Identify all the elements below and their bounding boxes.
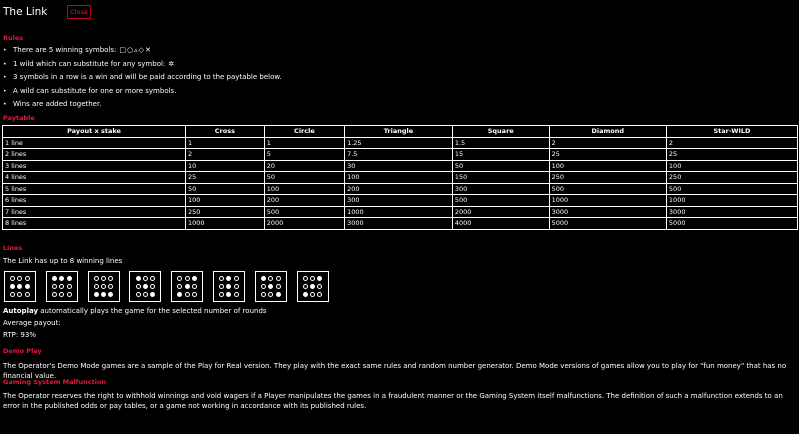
table-cell: 1000 [549, 195, 666, 207]
dot-icon [101, 284, 106, 289]
dot-icon [25, 276, 30, 281]
dot-icon [303, 276, 308, 281]
table-cell: 1.5 [452, 137, 549, 149]
table-cell: 15 [452, 149, 549, 161]
paytable-heading: Paytable [3, 114, 35, 122]
paytable-column-header: Cross [186, 126, 265, 138]
table-cell: 500 [666, 183, 797, 195]
table-cell: 200 [264, 195, 344, 207]
table-row [3, 183, 798, 195]
demo-heading: Demo Play [3, 347, 42, 355]
active-dot-icon [310, 284, 315, 289]
table-row [3, 218, 798, 230]
table-cell: 5 lines [3, 183, 186, 195]
paytable-column-header: Star-WILD [666, 126, 797, 138]
table-cell: 1 line [3, 137, 186, 149]
table-cell: 3000 [345, 218, 453, 230]
table-cell: 25 [666, 149, 797, 161]
line-pattern-icon [255, 271, 287, 302]
rules-list [3, 44, 282, 112]
dot-icon [234, 292, 239, 297]
lines-heading: Lines [3, 244, 23, 252]
paytable-column-header: Diamond [549, 126, 666, 138]
dot-icon [268, 276, 273, 281]
dot-icon [234, 284, 239, 289]
table-cell: 500 [264, 206, 344, 218]
active-dot-icon [94, 292, 99, 297]
active-dot-icon [67, 276, 72, 281]
dot-icon [177, 276, 182, 281]
dot-icon [317, 292, 322, 297]
table-cell: 50 [264, 172, 344, 184]
dot-icon [219, 284, 224, 289]
active-dot-icon [136, 276, 141, 281]
active-dot-icon [59, 276, 64, 281]
line-pattern-icon [4, 271, 36, 302]
dot-icon [268, 292, 273, 297]
dot-icon [261, 292, 266, 297]
rule-item: • Wins are added together. [3, 98, 282, 112]
table-cell: 1.25 [345, 137, 453, 149]
active-dot-icon [108, 292, 113, 297]
dot-icon [234, 276, 239, 281]
table-cell: 3000 [549, 206, 666, 218]
dot-icon [310, 276, 315, 281]
dot-icon [192, 284, 197, 289]
active-dot-icon [177, 292, 182, 297]
active-dot-icon [192, 276, 197, 281]
dot-icon [94, 284, 99, 289]
table-row [3, 137, 798, 149]
active-dot-icon [226, 292, 231, 297]
table-cell: 5000 [549, 218, 666, 230]
table-cell: 100 [264, 183, 344, 195]
dot-icon [150, 284, 155, 289]
active-dot-icon [25, 284, 30, 289]
paytable-column-header: Square [452, 126, 549, 138]
table-cell: 300 [345, 195, 453, 207]
lines-intro: The Link has up to 8 winning lines [3, 257, 123, 265]
dot-icon [219, 292, 224, 297]
table-cell: 5000 [666, 218, 797, 230]
bullet-icon: • [3, 60, 7, 68]
table-cell: 300 [452, 183, 549, 195]
line-pattern-icon [46, 271, 78, 302]
bullet-icon: • [3, 74, 7, 81]
table-row [3, 195, 798, 207]
table-cell: 2 [666, 137, 797, 149]
rule-item: • A wild can substitute for one or more symbols. [3, 85, 282, 99]
bullet-icon: • [3, 87, 7, 95]
table-cell: 25 [549, 149, 666, 161]
table-cell: 1 [186, 137, 265, 149]
dot-icon [17, 276, 22, 281]
active-dot-icon [303, 292, 308, 297]
paytable-column-header: Circle [264, 126, 344, 138]
active-dot-icon [52, 276, 57, 281]
line-pattern-icon [129, 271, 161, 302]
table-row [3, 160, 798, 172]
table-cell: 1 [264, 137, 344, 149]
autoplay-text: Autoplay automatically plays the game for the selected number of rounds [3, 307, 267, 315]
dot-icon [276, 276, 281, 281]
line-pattern-icon [88, 271, 120, 302]
table-cell: 50 [186, 183, 265, 195]
rules-heading: Rules [3, 34, 24, 42]
paytable [2, 125, 798, 230]
dot-icon [219, 276, 224, 281]
active-dot-icon [226, 276, 231, 281]
table-cell: 200 [345, 183, 453, 195]
table-row [3, 206, 798, 218]
table-cell: 4000 [452, 218, 549, 230]
dot-icon [52, 284, 57, 289]
table-cell: 250 [666, 172, 797, 184]
dot-icon [276, 284, 281, 289]
rtp-value: RTP: 93% [3, 331, 36, 339]
table-row [3, 149, 798, 161]
table-cell: 25 [186, 172, 265, 184]
active-dot-icon [276, 292, 281, 297]
dot-icon [177, 284, 182, 289]
dot-icon [67, 284, 72, 289]
dot-icon [25, 292, 30, 297]
table-cell: 7 lines [3, 206, 186, 218]
dot-icon [59, 284, 64, 289]
rule-item: • 3 symbols in a row is a win and will be paid according to the paytable below. [3, 71, 282, 85]
line-pattern-icon [171, 271, 203, 302]
paytable-column-header: Payout x stake [3, 126, 186, 138]
table-cell: 2000 [452, 206, 549, 218]
table-cell: 30 [345, 160, 453, 172]
table-cell: 10 [186, 160, 265, 172]
demo-text: The Operator's Demo Mode games are a sample of the Play for Real version. They play with the exact same rules and random number generator. Demo Mode versions of games allow you to play for "fun money" that has no financial value. [3, 362, 787, 380]
table-cell: 500 [549, 183, 666, 195]
table-cell: 2000 [264, 218, 344, 230]
dot-icon [108, 284, 113, 289]
table-cell: 100 [345, 172, 453, 184]
table-cell: 1000 [186, 218, 265, 230]
table-cell: 250 [186, 206, 265, 218]
active-dot-icon [226, 284, 231, 289]
active-dot-icon [10, 284, 15, 289]
active-dot-icon [143, 284, 148, 289]
bullet-icon: • [3, 47, 7, 54]
dot-icon [310, 292, 315, 297]
table-cell: 50 [452, 160, 549, 172]
page-title: The Link [3, 6, 48, 18]
dot-icon [185, 292, 190, 297]
malfunction-text: The Operator reserves the right to withhold winnings and void wagers if a Player manipulates the games in a fraudulent manner or the Gaming System itself malfunctions. The definition of such a malfunction extends to an error in the published odds or pay tables, or a game not working in accordance with its published rules. [3, 392, 783, 410]
table-cell: 100 [549, 160, 666, 172]
average-payout-label: Average payout: [3, 319, 61, 327]
table-cell: 500 [452, 195, 549, 207]
dot-icon [108, 276, 113, 281]
dot-icon [185, 276, 190, 281]
paytable-header-row [3, 126, 798, 138]
table-cell: 6 lines [3, 195, 186, 207]
table-row [3, 172, 798, 184]
table-cell: 2 [549, 137, 666, 149]
table-cell: 100 [186, 195, 265, 207]
active-dot-icon [17, 284, 22, 289]
dot-icon [94, 276, 99, 281]
dot-icon [143, 276, 148, 281]
dot-icon [136, 292, 141, 297]
table-cell: 20 [264, 160, 344, 172]
active-dot-icon [268, 284, 273, 289]
table-cell: 5 [264, 149, 344, 161]
active-dot-icon [317, 276, 322, 281]
active-dot-icon [101, 292, 106, 297]
dot-icon [67, 292, 72, 297]
dot-icon [10, 276, 15, 281]
table-cell: 1000 [666, 195, 797, 207]
active-dot-icon [150, 292, 155, 297]
table-cell: 3 lines [3, 160, 186, 172]
table-cell: 150 [452, 172, 549, 184]
dot-icon [261, 284, 266, 289]
dot-icon [192, 292, 197, 297]
bullet-icon: • [3, 101, 7, 108]
dot-icon [136, 284, 141, 289]
dot-icon [17, 292, 22, 297]
wild-star-icon: ✲ [168, 59, 176, 68]
line-pattern-icon [213, 271, 245, 302]
dot-icon [150, 276, 155, 281]
line-pattern-icon [297, 271, 329, 302]
table-cell: 2 [186, 149, 265, 161]
dot-icon [101, 276, 106, 281]
malfunction-heading: Gaming System Malfunction [3, 378, 107, 386]
close-button[interactable]: Close [67, 5, 91, 19]
rule-item: • There are 5 winning symbols: □○▵◇✕ [3, 44, 282, 58]
table-cell: 4 lines [3, 172, 186, 184]
table-cell: 100 [666, 160, 797, 172]
table-cell: 7.5 [345, 149, 453, 161]
dot-icon [317, 284, 322, 289]
paytable-column-header: Triangle [345, 126, 453, 138]
dot-icon [143, 292, 148, 297]
table-cell: 2 lines [3, 149, 186, 161]
table-cell: 8 lines [3, 218, 186, 230]
rule-item: • 1 wild which can substitute for any symbol: ✲ [3, 58, 282, 72]
dot-icon [10, 292, 15, 297]
symbols-icons: □○▵◇✕ [119, 46, 152, 54]
dot-icon [52, 292, 57, 297]
dot-icon [303, 284, 308, 289]
active-dot-icon [185, 284, 190, 289]
table-cell: 3000 [666, 206, 797, 218]
winning-lines [4, 271, 338, 302]
dot-icon [59, 292, 64, 297]
table-cell: 1000 [345, 206, 453, 218]
table-cell: 250 [549, 172, 666, 184]
active-dot-icon [261, 276, 266, 281]
